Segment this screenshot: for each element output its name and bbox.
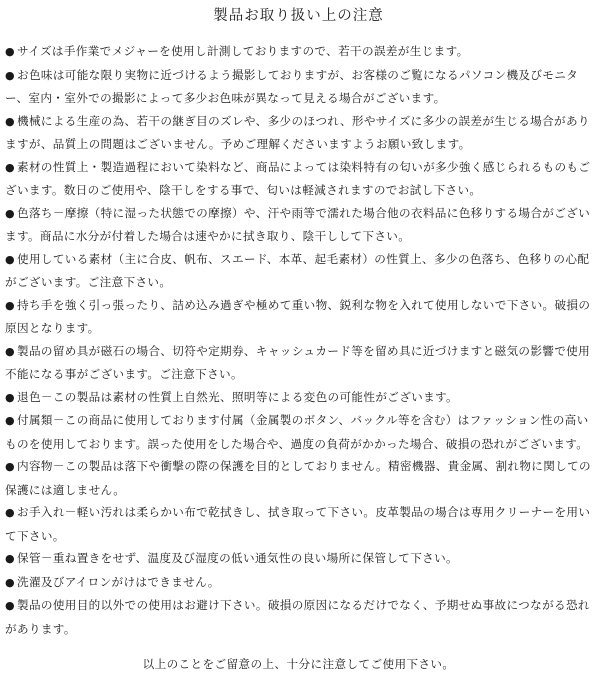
bullet-icon: ● [5,206,15,220]
note-item [5,202,592,248]
note-item [5,110,592,156]
note-text: 内容物－この製品は落下や衝撃の際の保護を目的としておりません。精密機器、貴金属、割れ物に関しての保護には適しません。 [5,459,591,497]
note-text: 機械による生産の為、若干の継ぎ目のズレや、多少のほつれ、形やサイズに多少の誤差が生じる場合がありますが、品質上の問題はございません。予めご理解くださいますようお願い致します。 [5,113,590,151]
bullet-icon: ● [5,344,15,358]
notes-list [5,40,592,640]
note-text: お手入れ－軽い汚れは柔らかい布で乾拭きし、拭き取って下さい。皮革製品の場合は専用クリーナーを用いて下さい。 [5,505,591,543]
bullet-icon: ● [5,114,15,128]
note-item [5,547,592,571]
bullet-icon: ● [5,506,15,519]
bullet-icon: ● [5,599,15,612]
note-text: お色味は可能な限り実物に近づけるよう撮影しておりますが、お客様のご覧になるパソコン機及びモニター、室内・室外での撮影によって多少お色味が異なって見える場合がございます。 [5,67,579,105]
note-text: サイズは手作業でメジャーを使用し計測しておりますので、若干の誤差が生じます。 [17,44,469,58]
note-item [5,571,592,595]
note-item [5,455,592,501]
note-item [5,248,592,294]
bullet-icon: ● [5,45,15,58]
bullet-icon: ● [5,575,15,589]
note-item [5,594,592,640]
note-text: 保管－重ね置きをせず、温度及び湿度の低い通気性の良い場所に保管して下さい。 [17,551,458,565]
note-item [5,409,592,455]
bullet-icon: ● [5,414,15,427]
note-item [5,64,592,110]
note-text: 素材の性質上・製造過程において染料など、商品によっては染料特有の匂いが多少強く感じられるものもございます。数日のご使用や、陰干しをする事で、匂いは軽減されますのでお試し下さい。 [5,159,591,197]
page-title: 製品お取り扱い上の注意 [213,8,384,24]
bullet-icon: ● [5,68,15,82]
bullet-icon: ● [5,552,15,565]
note-item [5,386,592,410]
note-text: 製品の使用目的以外での使用はお避け下さい。破損の原因になるだけでなく、予期せぬ事故につながる恐れがあります。 [5,598,590,636]
note-item [5,340,592,386]
note-text: 製品の留め具が磁石の場合、切符や定期券、キャッシュカード等を留め具に近づけますと磁気の影響で使用不能になる事がございます。ご注意下さい。 [5,343,591,381]
bullet-icon: ● [5,160,15,174]
note-item [5,156,592,202]
bullet-icon: ● [5,390,15,404]
note-item [5,40,592,64]
bullet-icon: ● [5,252,15,266]
bullet-icon: ● [5,460,15,473]
note-item [5,294,592,340]
note-text: 持ち手を強く引っ張ったり、詰め込み過ぎや極めて重い物、鋭利な物を入れて使用しないで下さい。破損の原因となります。 [5,297,591,335]
note-item [5,501,592,547]
closing-note: 以上のことをご留意の上、十分に注意してご使用下さい。 [142,657,455,671]
note-text: 退色－この製品は素材の性質上自然光、照明等による変色の可能性がございます。 [17,389,458,404]
note-text: 洗濯及びアイロンがけはできません。 [17,574,220,589]
note-text: 使用している素材（主に合皮、帆布、スエード、本革、起毛素材）の性質上、多少の色落ち、色移りの心配がございます。ご注意下さい。 [5,251,590,289]
bullet-icon: ● [5,298,15,312]
note-text: 色落ち－摩擦（特に湿った状態での摩擦）や、汗や雨等で濡れた場合他の衣料品に色移りする場合がございます。商品に水分が付着した場合は速やかに拭き取り、陰干しして下さい。 [5,205,591,243]
note-text: 付属類－この商品に使用しております付属（金属製のボタン、バックル等を含む）はファッション性の高いものを使用しております。誤った使用をした場合や、過度の負荷がかかった場合、破損の恐れがございます。 [5,413,589,451]
